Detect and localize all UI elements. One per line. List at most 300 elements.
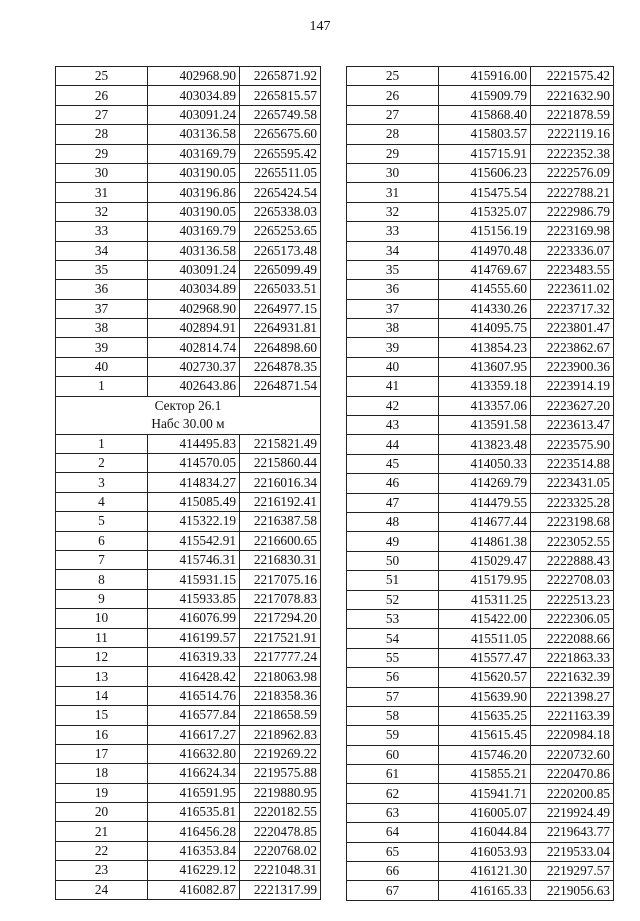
y-coordinate-cell: 2222352.38: [531, 144, 614, 163]
point-number-cell: 51: [347, 571, 439, 590]
y-coordinate-cell: 2265338.03: [240, 202, 321, 221]
table-row: [56, 260, 321, 279]
table-row: [56, 280, 321, 299]
y-coordinate-cell: 2219643.77: [531, 823, 614, 842]
point-number-cell: 17: [56, 744, 148, 763]
table-row: [347, 765, 614, 784]
x-coordinate-cell: 415909.79: [439, 86, 531, 105]
x-coordinate-cell: 415868.40: [439, 105, 531, 124]
x-coordinate-cell: 414769.67: [439, 260, 531, 279]
point-number-cell: 27: [347, 105, 439, 124]
table-row: [56, 706, 321, 725]
x-coordinate-cell: 415422.00: [439, 609, 531, 628]
x-coordinate-cell: 414861.38: [439, 532, 531, 551]
table-row: [56, 299, 321, 318]
x-coordinate-cell: 415855.21: [439, 765, 531, 784]
point-number-cell: 35: [347, 260, 439, 279]
table-row: [56, 202, 321, 221]
table-row: [56, 647, 321, 666]
point-number-cell: 58: [347, 706, 439, 725]
point-number-cell: 25: [347, 67, 439, 86]
point-number-cell: 39: [56, 338, 148, 357]
point-number-cell: 48: [347, 512, 439, 531]
y-coordinate-cell: 2223325.28: [531, 493, 614, 512]
page-number: 147: [309, 19, 331, 34]
x-coordinate-cell: 414269.79: [439, 474, 531, 493]
point-number-cell: 38: [56, 319, 148, 338]
x-coordinate-cell: 413591.58: [439, 416, 531, 435]
x-coordinate-cell: 416577.84: [148, 706, 240, 725]
y-coordinate-cell: 2265595.42: [240, 144, 321, 163]
y-coordinate-cell: 2215821.49: [240, 434, 321, 453]
table-row: [347, 416, 614, 435]
x-coordinate-cell: 416535.81: [148, 803, 240, 822]
point-number-cell: 38: [347, 319, 439, 338]
x-coordinate-cell: 403034.89: [148, 86, 240, 105]
table-row: [347, 435, 614, 454]
y-coordinate-cell: 2219297.57: [531, 862, 614, 881]
x-coordinate-cell: 414330.26: [439, 299, 531, 318]
y-coordinate-cell: 2222513.23: [531, 590, 614, 609]
point-number-cell: 65: [347, 842, 439, 861]
y-coordinate-cell: 2221632.90: [531, 86, 614, 105]
y-coordinate-cell: 2223052.55: [531, 532, 614, 551]
x-coordinate-cell: 403190.05: [148, 163, 240, 182]
y-coordinate-cell: 2222888.43: [531, 551, 614, 570]
table-row: [347, 163, 614, 182]
y-coordinate-cell: 2218962.83: [240, 725, 321, 744]
y-coordinate-cell: 2220470.86: [531, 765, 614, 784]
y-coordinate-cell: 2219533.04: [531, 842, 614, 861]
table-row: [56, 338, 321, 357]
point-number-cell: 41: [347, 377, 439, 396]
x-coordinate-cell: 402894.91: [148, 319, 240, 338]
table-row: [56, 725, 321, 744]
y-coordinate-cell: 2265173.48: [240, 241, 321, 260]
point-number-cell: 63: [347, 803, 439, 822]
x-coordinate-cell: 416121.30: [439, 862, 531, 881]
table-row: [347, 222, 614, 241]
x-coordinate-cell: 415179.95: [439, 571, 531, 590]
x-coordinate-cell: 402968.90: [148, 67, 240, 86]
table-row: [56, 492, 321, 511]
x-coordinate-cell: 414677.44: [439, 512, 531, 531]
x-coordinate-cell: 416624.34: [148, 764, 240, 783]
point-number-cell: 47: [347, 493, 439, 512]
point-number-cell: 44: [347, 435, 439, 454]
point-number-cell: 27: [56, 105, 148, 124]
table-row: [56, 125, 321, 144]
table-row: [56, 667, 321, 686]
point-number-cell: 40: [347, 357, 439, 376]
x-coordinate-cell: 414970.48: [439, 241, 531, 260]
x-coordinate-cell: 402643.86: [148, 377, 240, 396]
x-coordinate-cell: 415311.25: [439, 590, 531, 609]
table-row: [56, 686, 321, 705]
point-number-cell: 10: [56, 609, 148, 628]
table-row: [347, 377, 614, 396]
x-coordinate-cell: 415715.91: [439, 144, 531, 163]
point-number-cell: 45: [347, 454, 439, 473]
point-number-cell: 20: [56, 803, 148, 822]
table-row: [56, 550, 321, 569]
x-coordinate-cell: 415635.25: [439, 706, 531, 725]
point-number-cell: 31: [347, 183, 439, 202]
point-number-cell: 46: [347, 474, 439, 493]
point-number-cell: 24: [56, 880, 148, 899]
table-row: [56, 144, 321, 163]
y-coordinate-cell: 2220200.85: [531, 784, 614, 803]
point-number-cell: 29: [56, 144, 148, 163]
table-row: [347, 125, 614, 144]
table-row: [56, 880, 321, 899]
table-row: [347, 241, 614, 260]
x-coordinate-cell: 415916.00: [439, 67, 531, 86]
point-number-cell: 50: [347, 551, 439, 570]
x-coordinate-cell: 414479.55: [439, 493, 531, 512]
table-row: [347, 609, 614, 628]
x-coordinate-cell: 416053.93: [439, 842, 531, 861]
y-coordinate-cell: 2220984.18: [531, 726, 614, 745]
x-coordinate-cell: 416044.84: [439, 823, 531, 842]
x-coordinate-cell: 415577.47: [439, 648, 531, 667]
point-number-cell: 34: [56, 241, 148, 260]
point-number-cell: 28: [347, 125, 439, 144]
y-coordinate-cell: 2265675.60: [240, 125, 321, 144]
table-row: [347, 551, 614, 570]
y-coordinate-cell: 2223336.07: [531, 241, 614, 260]
y-coordinate-cell: 2222986.79: [531, 202, 614, 221]
x-coordinate-cell: 416514.76: [148, 686, 240, 705]
table-row: [56, 357, 321, 376]
point-number-cell: 29: [347, 144, 439, 163]
table-row: [347, 571, 614, 590]
table-row: [347, 299, 614, 318]
point-number-cell: 33: [56, 222, 148, 241]
x-coordinate-cell: 415620.57: [439, 668, 531, 687]
point-number-cell: 39: [347, 338, 439, 357]
y-coordinate-cell: 2217521.91: [240, 628, 321, 647]
x-coordinate-cell: 414834.27: [148, 473, 240, 492]
point-number-cell: 35: [56, 260, 148, 279]
y-coordinate-cell: 2223431.05: [531, 474, 614, 493]
table-row: [347, 687, 614, 706]
point-number-cell: 32: [347, 202, 439, 221]
x-coordinate-cell: 416229.12: [148, 861, 240, 880]
point-number-cell: 55: [347, 648, 439, 667]
point-number-cell: 32: [56, 202, 148, 221]
x-coordinate-cell: 415511.05: [439, 629, 531, 648]
point-number-cell: 67: [347, 881, 439, 900]
table-row: [56, 803, 321, 822]
x-coordinate-cell: 415615.45: [439, 726, 531, 745]
table-row: [347, 842, 614, 861]
y-coordinate-cell: 2215860.44: [240, 454, 321, 473]
point-number-cell: 2: [56, 454, 148, 473]
x-coordinate-cell: 413607.95: [439, 357, 531, 376]
y-coordinate-cell: 2264977.15: [240, 299, 321, 318]
table-row: [56, 764, 321, 783]
y-coordinate-cell: 2221575.42: [531, 67, 614, 86]
point-number-cell: 26: [56, 86, 148, 105]
table-row: [347, 648, 614, 667]
x-coordinate-cell: 415029.47: [439, 551, 531, 570]
x-coordinate-cell: 415803.57: [439, 125, 531, 144]
sector-title: Сектор 26.1: [154, 398, 222, 414]
point-number-cell: 30: [56, 163, 148, 182]
point-number-cell: 30: [347, 163, 439, 182]
x-coordinate-cell: 416005.07: [439, 803, 531, 822]
table-row: [56, 783, 321, 802]
x-coordinate-cell: 416353.84: [148, 841, 240, 860]
x-coordinate-cell: 403091.24: [148, 105, 240, 124]
table-row: [347, 144, 614, 163]
y-coordinate-cell: 2223575.90: [531, 435, 614, 454]
y-coordinate-cell: 2220478.85: [240, 822, 321, 841]
table-row: [56, 67, 321, 86]
y-coordinate-cell: 2264871.54: [240, 377, 321, 396]
point-number-cell: 1: [56, 377, 148, 396]
y-coordinate-cell: 2265253.65: [240, 222, 321, 241]
point-number-cell: 62: [347, 784, 439, 803]
table-row: [347, 105, 614, 124]
table-row: [347, 726, 614, 745]
point-number-cell: 57: [347, 687, 439, 706]
point-number-cell: 4: [56, 492, 148, 511]
y-coordinate-cell: 2223801.47: [531, 319, 614, 338]
table-row: [347, 823, 614, 842]
y-coordinate-cell: 2216387.58: [240, 512, 321, 531]
y-coordinate-cell: 2221398.27: [531, 687, 614, 706]
point-number-cell: 1: [56, 434, 148, 453]
point-number-cell: 5: [56, 512, 148, 531]
point-number-cell: 59: [347, 726, 439, 745]
point-number-cell: 31: [56, 183, 148, 202]
y-coordinate-cell: 2265749.58: [240, 105, 321, 124]
y-coordinate-cell: 2264878.35: [240, 357, 321, 376]
table-row: [347, 803, 614, 822]
point-number-cell: 22: [56, 841, 148, 860]
table-row: [56, 434, 321, 453]
y-coordinate-cell: 2219880.95: [240, 783, 321, 802]
table-row: [347, 590, 614, 609]
table-row: [347, 260, 614, 279]
table-row: [347, 745, 614, 764]
y-coordinate-cell: 2218358.36: [240, 686, 321, 705]
x-coordinate-cell: 415933.85: [148, 589, 240, 608]
table-row: [56, 861, 321, 880]
point-number-cell: 37: [347, 299, 439, 318]
x-coordinate-cell: 415325.07: [439, 202, 531, 221]
table-row: [347, 454, 614, 473]
y-coordinate-cell: 2220768.02: [240, 841, 321, 860]
x-coordinate-cell: 415941.71: [439, 784, 531, 803]
y-coordinate-cell: 2217078.83: [240, 589, 321, 608]
table-row: [347, 319, 614, 338]
y-coordinate-cell: 2264931.81: [240, 319, 321, 338]
x-coordinate-cell: 403091.24: [148, 260, 240, 279]
x-coordinate-cell: 403136.58: [148, 241, 240, 260]
y-coordinate-cell: 2217294.20: [240, 609, 321, 628]
x-coordinate-cell: 403136.58: [148, 125, 240, 144]
y-coordinate-cell: 2219924.49: [531, 803, 614, 822]
table-row: [347, 202, 614, 221]
y-coordinate-cell: 2220182.55: [240, 803, 321, 822]
y-coordinate-cell: 2223198.68: [531, 512, 614, 531]
y-coordinate-cell: 2265511.05: [240, 163, 321, 182]
point-number-cell: 14: [56, 686, 148, 705]
point-number-cell: 42: [347, 396, 439, 415]
point-number-cell: 7: [56, 550, 148, 569]
sector-header-cell: [56, 396, 321, 434]
table-row: [347, 183, 614, 202]
table-row: [347, 396, 614, 415]
point-number-cell: 34: [347, 241, 439, 260]
y-coordinate-cell: 2221878.59: [531, 105, 614, 124]
x-coordinate-cell: 415322.19: [148, 512, 240, 531]
table-row: [56, 377, 321, 396]
x-coordinate-cell: 416591.95: [148, 783, 240, 802]
point-number-cell: 36: [56, 280, 148, 299]
y-coordinate-cell: 2223169.98: [531, 222, 614, 241]
point-number-cell: 8: [56, 570, 148, 589]
table-row: [56, 319, 321, 338]
y-coordinate-cell: 2223862.67: [531, 338, 614, 357]
table-row: [347, 512, 614, 531]
x-coordinate-cell: 415475.54: [439, 183, 531, 202]
y-coordinate-cell: 2218063.98: [240, 667, 321, 686]
y-coordinate-cell: 2218658.59: [240, 706, 321, 725]
table-row: [347, 706, 614, 725]
y-coordinate-cell: 2221632.39: [531, 668, 614, 687]
point-number-cell: 61: [347, 765, 439, 784]
table-row: [347, 280, 614, 299]
table-row: [56, 473, 321, 492]
point-number-cell: 18: [56, 764, 148, 783]
y-coordinate-cell: 2219269.22: [240, 744, 321, 763]
x-coordinate-cell: 416456.28: [148, 822, 240, 841]
y-coordinate-cell: 2264898.60: [240, 338, 321, 357]
x-coordinate-cell: 416165.33: [439, 881, 531, 900]
x-coordinate-cell: 414495.83: [148, 434, 240, 453]
y-coordinate-cell: 2221163.39: [531, 706, 614, 725]
y-coordinate-cell: 2223627.20: [531, 396, 614, 415]
point-number-cell: 66: [347, 862, 439, 881]
point-number-cell: 33: [347, 222, 439, 241]
point-number-cell: 3: [56, 473, 148, 492]
point-number-cell: 64: [347, 823, 439, 842]
y-coordinate-cell: 2222576.09: [531, 163, 614, 182]
x-coordinate-cell: 416076.99: [148, 609, 240, 628]
point-number-cell: 26: [347, 86, 439, 105]
y-coordinate-cell: 2265871.92: [240, 67, 321, 86]
point-number-cell: 56: [347, 668, 439, 687]
point-number-cell: 40: [56, 357, 148, 376]
point-number-cell: 54: [347, 629, 439, 648]
y-coordinate-cell: 2217075.16: [240, 570, 321, 589]
point-number-cell: 43: [347, 416, 439, 435]
y-coordinate-cell: 2223717.32: [531, 299, 614, 318]
table-row: [56, 822, 321, 841]
y-coordinate-cell: 2223483.55: [531, 260, 614, 279]
table-row: [56, 241, 321, 260]
y-coordinate-cell: 2265033.51: [240, 280, 321, 299]
point-number-cell: 21: [56, 822, 148, 841]
y-coordinate-cell: 2222306.05: [531, 609, 614, 628]
y-coordinate-cell: 2221317.99: [240, 880, 321, 899]
sector-depth: Набс 30.00 м: [151, 416, 225, 432]
y-coordinate-cell: 2216830.31: [240, 550, 321, 569]
y-coordinate-cell: 2265099.49: [240, 260, 321, 279]
y-coordinate-cell: 2221048.31: [240, 861, 321, 880]
x-coordinate-cell: 413823.48: [439, 435, 531, 454]
x-coordinate-cell: 403190.05: [148, 202, 240, 221]
table-row: [56, 589, 321, 608]
table-row: [56, 841, 321, 860]
y-coordinate-cell: 2219575.88: [240, 764, 321, 783]
table-row: [347, 86, 614, 105]
x-coordinate-cell: 416319.33: [148, 647, 240, 666]
x-coordinate-cell: 415156.19: [439, 222, 531, 241]
x-coordinate-cell: 416632.80: [148, 744, 240, 763]
y-coordinate-cell: 2265815.57: [240, 86, 321, 105]
coordinates-table-left: [55, 66, 321, 900]
table-row: [347, 357, 614, 376]
y-coordinate-cell: 2223914.19: [531, 377, 614, 396]
table-row: [347, 862, 614, 881]
x-coordinate-cell: 416199.57: [148, 628, 240, 647]
table-row: [347, 474, 614, 493]
point-number-cell: 16: [56, 725, 148, 744]
point-number-cell: 19: [56, 783, 148, 802]
point-number-cell: 6: [56, 531, 148, 550]
x-coordinate-cell: 415746.20: [439, 745, 531, 764]
point-number-cell: 11: [56, 628, 148, 647]
point-number-cell: 28: [56, 125, 148, 144]
x-coordinate-cell: 403169.79: [148, 144, 240, 163]
table-row: [56, 163, 321, 182]
y-coordinate-cell: 2216192.41: [240, 492, 321, 511]
y-coordinate-cell: 2222088.66: [531, 629, 614, 648]
x-coordinate-cell: 402814.74: [148, 338, 240, 357]
point-number-cell: 37: [56, 299, 148, 318]
table-row: [56, 183, 321, 202]
point-number-cell: 13: [56, 667, 148, 686]
point-number-cell: 9: [56, 589, 148, 608]
point-number-cell: 23: [56, 861, 148, 880]
x-coordinate-cell: 415542.91: [148, 531, 240, 550]
x-coordinate-cell: 403169.79: [148, 222, 240, 241]
x-coordinate-cell: 415085.49: [148, 492, 240, 511]
point-number-cell: 36: [347, 280, 439, 299]
table-row: [56, 744, 321, 763]
table-row: [347, 67, 614, 86]
table-row: [347, 338, 614, 357]
point-number-cell: 53: [347, 609, 439, 628]
table-row: [347, 881, 614, 900]
table-row: [56, 222, 321, 241]
table-row: [56, 105, 321, 124]
x-coordinate-cell: 415606.23: [439, 163, 531, 182]
y-coordinate-cell: 2223900.36: [531, 357, 614, 376]
x-coordinate-cell: 403196.86: [148, 183, 240, 202]
x-coordinate-cell: 414095.75: [439, 319, 531, 338]
x-coordinate-cell: 403034.89: [148, 280, 240, 299]
y-coordinate-cell: 2223611.02: [531, 280, 614, 299]
table-row: [56, 609, 321, 628]
x-coordinate-cell: 413357.06: [439, 396, 531, 415]
y-coordinate-cell: 2221863.33: [531, 648, 614, 667]
